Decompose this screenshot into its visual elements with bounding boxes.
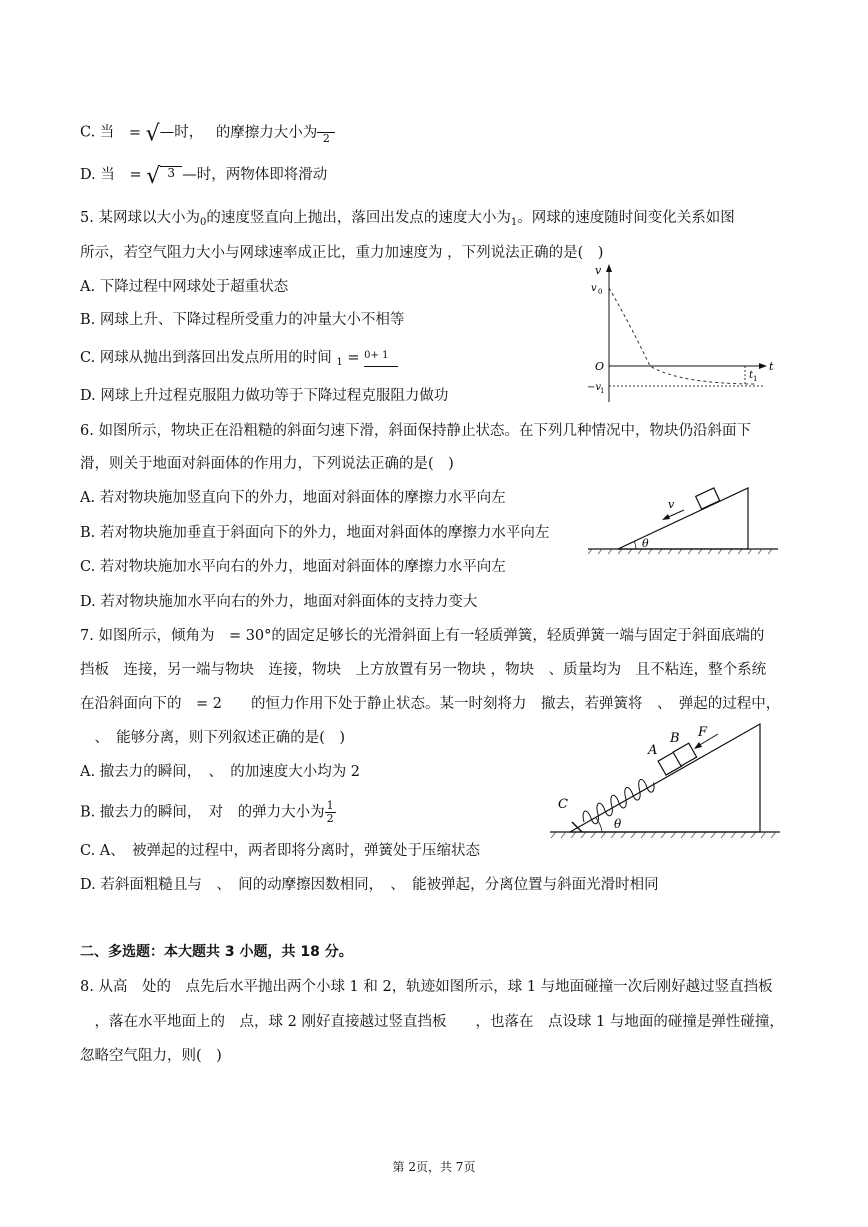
radicand: 3 <box>160 166 182 179</box>
label-b: B <box>670 731 680 746</box>
option-c-label: C. 当 <box>80 124 115 141</box>
q6-option-b: B. 若对物块施加垂直于斜面向下的外力，地面对斜面体的摩擦力水平向左 <box>80 525 550 541</box>
q6-line-1: 6. 如图所示，物块正在沿粗糙的斜面匀速下滑，斜面保持静止状态。在下列几种情况中，物块仍沿斜面下 <box>80 423 751 439</box>
velocity-time-graph <box>585 262 785 412</box>
q7-line-4: 、 能够分离，则下列叙述正确的是( ) <box>80 730 346 746</box>
q6-option-a: A. 若对物块施加竖直向下的外力，地面对斜面体的摩擦力水平向左 <box>80 490 506 506</box>
label-c: C <box>558 797 568 812</box>
q7-line-1: 7. 如图所示，倾角为 = 30°的固定足够长的光滑斜面上有一轻质弹簧，轻质弹簧一端与固定于斜面底端的 <box>80 628 765 644</box>
label-a: A <box>648 743 658 758</box>
origin-label: O <box>595 360 605 373</box>
equals: = <box>347 350 360 366</box>
subscript: 1 <box>510 217 518 228</box>
friction-text: 的摩擦力大小为 <box>215 124 318 141</box>
subscript: 0 <box>199 217 207 228</box>
q5-line-1 <box>80 208 735 233</box>
velocity-arrowhead <box>662 514 670 520</box>
q8-line-1: 8. 从高 处的 点先后水平抛出两个小球 1 和 2，轨迹如图所示，球 1 与地面碰撞一次后刚好越过竖直挡板 <box>80 979 773 995</box>
q5-c-text: C. 网球从抛出到落回出发点所用的时间 <box>80 350 332 366</box>
sqrt-symbol: √ <box>145 121 160 147</box>
label-f: F <box>698 725 708 740</box>
fraction-numerator: 0+ 1 <box>364 346 398 367</box>
force-arrowhead <box>694 742 702 749</box>
q5-text: 5. 某网球以大小为 <box>80 210 200 226</box>
q5-text: 。网球的速度随时间变化关系如图 <box>517 210 735 226</box>
option-c-line <box>80 120 335 145</box>
q7-option-a: A. 撤去力的瞬间， 、 的加速度大小均为 2 <box>80 764 361 780</box>
v-label: v <box>668 498 675 511</box>
q7-option-d: D. 若斜面粗糙且与 、 间的动摩擦因数相同， 、 能被弹起，分离位置与斜面光滑时相同 <box>80 877 659 893</box>
t-label: t <box>769 360 774 373</box>
one-half: $\frac{1}{2}$ <box>326 799 334 825</box>
q5-option-a: A. 下降过程中网球处于超重状态 <box>80 279 289 295</box>
t-axis-arrow <box>759 363 767 369</box>
q7-b-text: B. 撤去力的瞬间， 对 的弹力大小为 <box>80 804 325 821</box>
minus-v1-sub: 1 <box>600 387 605 395</box>
incline-figure <box>588 478 778 558</box>
angle-arc <box>596 818 602 832</box>
incline-body <box>618 488 748 549</box>
section-heading: 二、多选题：本大题共 3 小题，共 18 分。 <box>80 944 353 960</box>
q5-line-2: 所示，若空气阻力大小与网球速率成正比，重力加速度为 ，下列说法正确的是( ) <box>80 245 604 261</box>
equals: = <box>128 124 142 141</box>
theta-label: θ <box>614 817 622 831</box>
fraction: 2 <box>317 120 335 145</box>
slide-text: —时，两物体即将滑动 <box>182 167 328 183</box>
q8-line-3: 忽略空气阻力，则( ) <box>80 1048 222 1064</box>
angle-arc <box>634 541 636 549</box>
q7-option-b <box>80 800 336 825</box>
option-d-label: D. 当 <box>80 167 115 183</box>
q7-option-c: C. A、 被弹起的过程中，两者即将分离时，弹簧处于压缩状态 <box>80 843 481 859</box>
v-label: v <box>595 264 602 277</box>
q5-text: 的速度竖直向上抛出，落回出发点的速度大小为 <box>206 210 511 226</box>
v0-sub: 0 <box>598 288 603 296</box>
equals: = <box>129 167 142 183</box>
ground-hatch <box>551 832 776 838</box>
spring-incline-figure <box>550 718 780 844</box>
q6-line-2: 滑，则关于地面对斜面体的作用力，下列说法正确的是( ) <box>80 456 454 472</box>
sqrt-symbol: √ <box>146 164 161 189</box>
t1-label: t <box>749 370 754 381</box>
q6-option-d: D. 若对物块施加水平向右的外力，地面对斜面体的支持力变大 <box>80 594 478 610</box>
theta-label: θ <box>642 537 649 550</box>
block <box>696 488 720 509</box>
q7-line-3: 在沿斜面向下的 = 2 的恒力作用下处于静止状态。某一时刻将力 撤去，若弹簧将 、 弹起的过程中， <box>80 696 781 712</box>
q5-option-b: B. 网球上升、下降过程所受重力的冲量大小不相等 <box>80 312 405 328</box>
q5-option-c <box>80 346 398 373</box>
minus-v1-label: −v <box>587 382 602 393</box>
q6-option-c: C. 若对物块施加水平向右的外力，地面对斜面体的摩擦力水平向左 <box>80 559 506 575</box>
when-text: —时， <box>159 124 204 141</box>
v0-label: v <box>591 283 597 294</box>
ground-hatch <box>588 549 772 554</box>
option-d-line <box>80 165 327 187</box>
q5-option-d: D. 网球上升过程克服阻力做功等于下降过程克服阻力做功 <box>80 388 449 404</box>
velocity-curve <box>609 288 757 384</box>
subscript: 1 <box>336 357 343 368</box>
q8-line-2: ，落在水平地面上的 点，球 2 刚好直接越过竖直挡板 ，也落在 点设球 1 与地面的碰撞是弹性碰撞， <box>80 1014 784 1030</box>
q7-line-2: 挡板 连接，另一端与物块 连接，物块 上方放置有另一物块 ，物块 、质量均为 且不粘连，整个系统 <box>80 662 767 678</box>
t1-sub: 1 <box>753 375 758 383</box>
page-footer: 第 2页，共 7页 <box>392 1160 476 1174</box>
v-axis-arrow <box>606 264 612 272</box>
